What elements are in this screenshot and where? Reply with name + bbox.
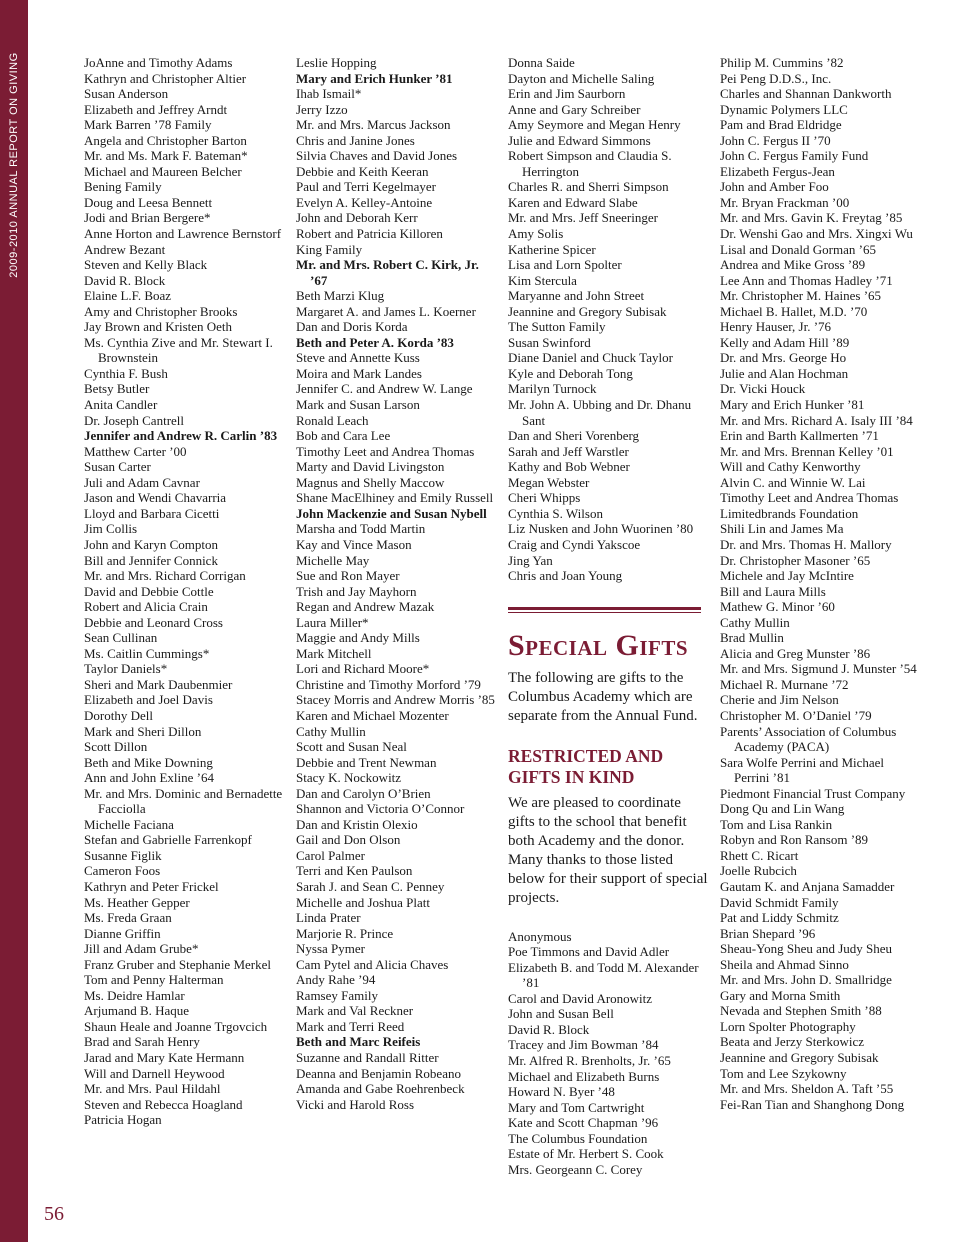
donor-name: Mr. Bryan Frackman ’00 [720,194,850,210]
donor-name: Jennifer C. and Andrew W. Lange [296,381,473,397]
donor-name: John and Amber Foo [720,179,829,195]
donor-name: Regan and Andrew Mazak [296,599,435,615]
donor-name: Bill and Laura Mills [720,583,826,599]
donor-name: Chris and Joan Young [508,568,623,584]
donor-column-1 [84,55,284,1128]
donor-name: Robyn and Ron Ransom ’89 [720,832,869,848]
donor-name: Ms. Cynthia Zive and Mr. Stewart I. Brownstein [84,334,273,366]
donor-name: Steve and Annette Kuss [296,350,420,366]
donor-name: Shaun Heale and Joanne Trgovcich [84,1018,268,1034]
donor-name: Mark and Terri Reed [296,1018,405,1034]
donor-name: John and Karyn Compton [84,536,218,552]
donor-name: Amy and Christopher Brooks [84,303,238,319]
donor-name: Charles R. and Sherri Simpson [508,179,669,195]
donor-name: Katherine Spicer [508,241,596,257]
donor-name: Steven and Rebecca Hoagland [84,1096,243,1112]
donor-name: Charles and Shannan Dankworth [720,86,892,102]
donor-name: Mr. and Mrs. Dominic and Bernadette Facciolla [84,785,283,817]
donor-name: Jeannine and Gregory Subisak [720,1050,879,1065]
special-gifts-heading: Special Gifts [508,628,689,662]
donor-name: Mr. and Mrs. Paul Hildahl [84,1081,221,1097]
donor-name: Ms. Deidre Hamlar [84,987,185,1003]
donor-name: Elaine L.F. Boaz [84,288,172,304]
donor-name: John Mackenzie and Susan Nybell [296,505,487,521]
donor-name: Rhett C. Ricart [720,847,799,863]
donor-name: Jason and Wendi Chavarria [84,490,227,506]
donor-name: Lorn Spolter Photography [720,1018,856,1034]
donor-name: Poe Timmons and David Adler [508,944,670,960]
donor-name: Jeannine and Gregory Subisak [508,303,667,319]
donor-name: Lloyd and Barbara Cicetti [84,505,220,521]
donor-name: Elizabeth and Jeffrey Arndt [84,101,228,117]
donor-name: Robert and Alicia Crain [84,599,208,615]
donor-column-2 [296,55,496,1112]
donor-name: Dynamic Polymers LLC [720,101,848,117]
donor-name: Carol and David Aronowitz [508,990,653,1006]
donor-name: Amanda and Gabe Roehrenbeck [296,1081,465,1097]
donor-name: Mr. and Mrs. Sheldon A. Taft ’55 [720,1081,894,1097]
donor-name: Jarad and Mary Kate Hermann [84,1050,245,1065]
donor-name: Dong Qu and Lin Wang [720,801,845,817]
donor-name: Cam Pytel and Alicia Chaves [296,956,449,972]
donor-name: Stacy K. Nockowitz [296,770,402,786]
donor-name: Mr. John A. Ubbing and Dr. Dhanu Sant [508,397,692,428]
donor-name: Mr. and Mrs. Gavin K. Freytag ’85 [720,210,903,226]
donor-name: Terri and Ken Paulson [296,863,413,879]
donor-name: Taylor Daniels* [84,661,168,677]
donor-name: Jing Yan [508,552,553,568]
donor-name: Jill and Adam Grube* [84,941,199,957]
donor-name: Sarah and Jeff Warstler [508,443,629,459]
donor-name: Ronald Leach [296,412,369,428]
donor-name: Lisa and Lorn Spolter [508,257,622,273]
donor-name: Suzanne and Randall Ritter [296,1050,439,1065]
donor-name: Joelle Rubcich [720,863,797,879]
donor-name: David R. Block [508,1021,590,1037]
donor-name: Amy Seymore and Megan Henry [508,117,681,133]
donor-name: Mr. and Mrs. Marcus Jackson [296,117,451,133]
donor-name: Sue and Ron Mayer [296,568,400,584]
donor-name: Gail and Don Olson [296,832,401,848]
donor-name: Michelle and Joshua Platt [296,894,430,910]
donor-name: Moira and Mark Landes [296,365,422,381]
special-gifts-intro: The following are gifts to the Columbus Academy which are separate from the Annual Fund. [508,669,698,724]
donor-name: Brad Mullin [720,630,784,646]
donor-name: Sean Cullinan [84,630,158,646]
donor-name: Christopher M. O’Daniel ’79 [720,707,872,723]
donor-name: Fei-Ran Tian and Shanghong Dong [720,1096,905,1112]
donor-name: Jim Collis [84,521,138,537]
donor-name: Michael and Elizabeth Burns [508,1068,660,1084]
donor-name: Mr. Christopher M. Haines ’65 [720,288,882,304]
donor-name: Dr. Joseph Cantrell [84,412,185,428]
donor-name: Beth and Mike Downing [84,754,213,770]
donor-name: Franz Gruber and Stephanie Merkel [84,956,271,972]
donor-name: Karen and Michael Mozenter [296,707,449,723]
donor-name: Dr. Wenshi Gao and Mrs. Xingxi Wu [720,226,913,242]
donor-name: Cynthia S. Wilson [508,505,603,521]
donor-name: Susan Anderson [84,86,169,102]
donor-name: Parents’ Association of Columbus Academy (PACA) [720,723,897,755]
donor-name: Stefan and Gabrielle Farrenkopf [84,832,252,848]
donor-name: Doug and Leesa Bennett [84,194,213,210]
donor-name: Donna Saide [508,55,575,70]
donor-name: Shili Lin and James Ma [720,521,844,537]
donor-name: Julie and Alan Hochman [720,365,849,381]
donor-name: Debbie and Trent Newman [296,754,437,770]
donor-name: Cheri Whipps [508,490,581,506]
donor-name: Dayton and Michelle Saling [508,70,655,86]
donor-name: Mr. and Mrs. Jeff Sneeringer [508,210,658,226]
donor-name: Sheila and Ahmad Sinno [720,956,849,972]
restricted-gifts-description: We are pleased to coordinate gifts to the school that benefit both Academy and the donor. Many thanks to those listed below for their support of special projects. [508,794,708,906]
donor-column-4 [720,55,920,1112]
donor-name: Mary and Tom Cartwright [508,1099,645,1115]
donor-name: Dr. and Mrs. George Ho [720,350,847,366]
donor-name: Kim Stercula [508,272,577,288]
donor-name: Pat and Liddy Schmitz [720,910,839,926]
donor-name: Michael B. Hallet, M.D. ’70 [720,303,868,319]
donor-name: Dianne Griffin [84,925,161,941]
donor-name: Mr. and Mrs. Robert C. Kirk, Jr. ’67 [296,257,479,288]
donor-name: Pei Peng D.D.S., Inc. [720,70,832,86]
donor-name: Alicia and Greg Munster ’86 [720,645,871,661]
donor-name: Nyssa Pymer [296,941,365,957]
donor-name: Dorothy Dell [84,707,153,723]
donor-name: The Columbus Foundation [508,1130,648,1146]
donor-name: Magnus and Shelly Maccow [296,474,445,490]
donor-name: Dan and Sheri Vorenberg [508,428,640,444]
donor-name: Mr. and Mrs. Sigmund J. Munster ’54 [720,661,917,677]
donor-name: Liz Nusken and John Wuorinen ’80 [508,521,694,537]
donor-name: Kay and Vince Mason [296,536,412,552]
restricted-gifts-heading: RESTRICTED AND GIFTS IN KIND [508,745,664,787]
donor-name: Andrea and Mike Gross ’89 [720,257,866,273]
donor-name: Pam and Brad Eldridge [720,117,842,133]
donor-name: Michele and Jay McIntire [720,568,854,584]
donor-name: Steven and Kelly Black [84,257,208,273]
donor-name: Andy Rahe ’94 [296,972,376,988]
donor-name: Robert and Patricia Killoren [296,226,443,242]
donor-name: Kathy and Bob Webner [508,459,630,475]
donor-name: Ihab Ismail* [296,86,362,102]
donor-name: Timothy Leet and Andrea Thomas [720,490,899,506]
donor-name: Bill and Jennifer Connick [84,552,218,568]
donor-name: Dan and Kristin Olexio [296,816,418,832]
donor-name: John and Susan Bell [508,1006,614,1022]
donor-name: Angela and Christopher Barton [84,132,247,148]
donor-name: Anne Horton and Lawrence Bernstorf [84,226,282,242]
donor-name: Mrs. Georgeann C. Corey [508,1161,643,1177]
donor-name: Scott and Susan Neal [296,739,407,755]
donor-name: Timothy Leet and Andrea Thomas [296,443,475,459]
donor-name: Michelle May [296,552,370,568]
donor-name: Michael and Maureen Belcher [84,163,242,179]
donor-name: Marilyn Turnock [508,381,597,397]
donor-name: Julie and Edward Simmons [508,132,651,148]
donor-name: Cherie and Jim Nelson [720,692,839,708]
donor-column-3 [508,55,708,1177]
donor-name: Dr. and Mrs. Thomas H. Mallory [720,536,892,552]
donor-name: John C. Fergus Family Fund [720,148,869,164]
donor-name: Arjumand B. Haque [84,1003,190,1019]
donor-name: Patricia Hogan [84,1112,162,1128]
donor-name: Mark Mitchell [296,645,372,661]
donor-name: Mr. and Mrs. Richard A. Isaly III ’84 [720,412,913,428]
donor-name: Anne and Gary Schreiber [508,101,641,117]
donor-name: Stacey Morris and Andrew Morris ’85 [296,692,495,708]
donor-name: Tom and Lisa Rankin [720,816,833,832]
donor-name: Mathew G. Minor ’60 [720,599,835,615]
donor-name: Craig and Cyndi Yakscoe [508,536,641,552]
page-number: 56 [44,1203,64,1225]
donor-name: Evelyn A. Kelley-Antoine [296,194,433,210]
donor-name: Limitedbrands Foundation [720,505,859,521]
donor-name: David Schmidt Family [720,894,839,910]
donor-name: Mark and Sheri Dillon [84,723,202,739]
donor-name: Kelly and Adam Hill ’89 [720,334,850,350]
donor-name: Gary and Morna Smith [720,987,841,1003]
donor-name: Philip M. Cummins ’82 [720,55,844,70]
donor-name: Erin and Jim Saurborn [508,86,626,102]
donor-name: Kathryn and Peter Frickel [84,878,219,894]
donor-name: Anonymous [508,928,572,944]
donor-name: Lee Ann and Thomas Hadley ’71 [720,272,893,288]
donor-name: David R. Block [84,272,166,288]
donor-name: Chris and Janine Jones [296,132,415,148]
donor-name: Dr. Vicki Houck [720,381,806,397]
donor-name: Will and Darnell Heywood [84,1065,225,1081]
donor-name: Beth Marzi Klug [296,288,385,304]
donor-name: Kate and Scott Chapman ’96 [508,1115,659,1131]
donor-name: Vicki and Harold Ross [296,1096,415,1112]
donor-name: Kathryn and Christopher Altier [84,70,247,86]
donor-name: Karen and Edward Slabe [508,194,638,210]
donor-name: Jay Brown and Kristen Oeth [84,319,233,335]
donor-name: Elizabeth B. and Todd M. Alexander ’81 [508,959,699,991]
donor-name: Marty and David Livingston [296,459,445,475]
donor-name: Anita Candler [84,397,158,413]
donor-name: Mark and Val Reckner [296,1003,414,1019]
donor-name: Tom and Penny Halterman [84,972,224,988]
donor-name: Erin and Barth Kallmerten ’71 [720,428,879,444]
donor-name: John and Deborah Kerr [296,210,418,226]
donor-name: Brad and Sarah Henry [84,1034,200,1050]
donor-name: Beth and Marc Reifeis [296,1034,421,1050]
donor-name: Sarah J. and Sean C. Penney [296,878,445,894]
donor-name: David and Debbie Cottle [84,583,214,599]
donor-name: Sara Wolfe Perrini and Michael Perrini ’81 [720,754,885,786]
donor-name: Susanne Figlik [84,847,162,863]
donor-name: King Family [296,241,363,257]
donor-name: Henry Hauser, Jr. ’76 [720,319,832,335]
donor-name: Howard N. Byer ’48 [508,1084,615,1100]
donor-name: Nevada and Stephen Smith ’88 [720,1003,882,1019]
donor-name: The Sutton Family [508,319,606,335]
donor-name: Christine and Timothy Morford ’79 [296,676,481,692]
donor-name: JoAnne and Timothy Adams [84,55,233,70]
donor-name: Ms. Heather Gepper [84,894,190,910]
donor-name: Beata and Jerzy Sterkowicz [720,1034,865,1050]
donor-name: Juli and Adam Cavnar [84,474,200,490]
donor-name: Estate of Mr. Herbert S. Cook [508,1146,664,1162]
donor-name: Cynthia F. Bush [84,365,168,381]
donor-name: Mr. and Mrs. Brennan Kelley ’01 [720,443,894,459]
donor-name: Piedmont Financial Trust Company [720,785,906,801]
donor-name: Matthew Carter ’00 [84,443,187,459]
donor-name: Beth and Peter A. Korda ’83 [296,334,454,350]
donor-name: Sheau-Yong Sheu and Judy Sheu [720,941,893,957]
donor-name: Bob and Cara Lee [296,428,391,444]
donor-name: Sheri and Mark Daubenmier [84,676,233,692]
donor-name: Jerry Izzo [296,101,348,117]
donor-name: Gautam K. and Anjana Samadder [720,878,895,894]
donor-name: Mr. and Mrs. Richard Corrigan [84,568,246,584]
donor-name: Mr. and Mrs. John D. Smallridge [720,972,892,988]
donor-name: Shannon and Victoria O’Connor [296,801,465,817]
donor-name: Debbie and Leonard Cross [84,614,223,630]
donor-name: Ms. Freda Graan [84,910,172,926]
donor-name: Ann and John Exline ’64 [84,770,214,786]
donor-name: Dan and Carolyn O’Brien [296,785,431,801]
report-sidebar [0,0,28,1242]
donor-name: Michelle Faciana [84,816,174,832]
donor-name: Tom and Lee Szykowny [720,1065,847,1081]
donor-name: Linda Prater [296,910,361,926]
donor-name: Shane MacElhiney and Emily Russell [296,490,494,506]
donor-name: Marsha and Todd Martin [296,521,426,537]
donor-name: Susan Swinford [508,334,591,350]
donor-name: Ms. Caitlin Cummings* [84,645,210,661]
donor-name: Marjorie R. Prince [296,925,394,941]
donor-name: Mary and Erich Hunker ’81 [296,70,453,86]
donor-name: Jodi and Brian Bergere* [84,210,211,226]
donor-name: Alvin C. and Winnie W. Lai [720,474,866,490]
donor-name: Maggie and Andy Mills [296,630,420,646]
donor-name: Megan Webster [508,474,590,490]
donor-name: Robert Simpson and Claudia S. Herrington [508,148,672,179]
donor-name: Leslie Hopping [296,55,377,70]
donor-name: Maryanne and John Street [508,288,645,304]
donor-name: Lisal and Donald Gorman ’65 [720,241,876,257]
donor-name: Elizabeth and Joel Davis [84,692,213,708]
donor-name: Michael R. Murnane ’72 [720,676,849,692]
donor-name: Debbie and Keith Keeran [296,163,429,179]
donor-name: Mark and Susan Larson [296,397,420,413]
donor-name: Diane Daniel and Chuck Taylor [508,350,673,366]
donor-name: Ramsey Family [296,987,378,1003]
special-gifts-list [508,929,708,1178]
donor-name: Elizabeth Fergus-Jean [720,163,835,179]
donor-name: Tracey and Jim Bowman ’84 [508,1037,659,1053]
section-divider [508,607,701,613]
donor-name: Cameron Foos [84,863,161,879]
donor-name: Mr. and Ms. Mark F. Bateman* [84,148,248,164]
donor-name: Silvia Chaves and David Jones [296,148,458,164]
donor-name: Deanna and Benjamin Robeano [296,1065,461,1081]
donor-name: Trish and Jay Mayhorn [296,583,417,599]
donor-name: Susan Carter [84,459,151,475]
report-title: 2009-2010 ANNUAL REPORT ON GIVING [8,52,20,278]
donor-name: Brian Shepard ’96 [720,925,816,941]
donor-name: Lori and Richard Moore* [296,661,430,677]
donor-list [508,55,708,584]
donor-name: Andrew Bezant [84,241,166,257]
donor-name: Mr. Alfred R. Brenholts, Jr. ’65 [508,1052,671,1068]
donor-name: Jennifer and Andrew R. Carlin ’83 [84,428,278,444]
donor-name: Betsy Butler [84,381,150,397]
donor-name: Cathy Mullin [720,614,790,630]
donor-name: Laura Miller* [296,614,369,630]
donor-name: Cathy Mullin [296,723,366,739]
donor-name: Mark Barren ’78 Family [84,117,212,133]
donor-name: Mary and Erich Hunker ’81 [720,397,865,413]
donor-name: Will and Cathy Kenworthy [720,459,861,475]
donor-name: Kyle and Deborah Tong [508,365,633,381]
donor-name: Dan and Doris Korda [296,319,408,335]
donor-name: Carol Palmer [296,847,365,863]
donor-name: Dr. Christopher Masoner ’65 [720,552,871,568]
donor-name: Margaret A. and James L. Koerner [296,303,476,319]
donor-name: Amy Solis [508,226,564,242]
donor-name: Scott Dillon [84,739,148,755]
donor-name: Bening Family [84,179,162,195]
donor-name: John C. Fergus II ’70 [720,132,831,148]
donor-name: Paul and Terri Kegelmayer [296,179,436,195]
